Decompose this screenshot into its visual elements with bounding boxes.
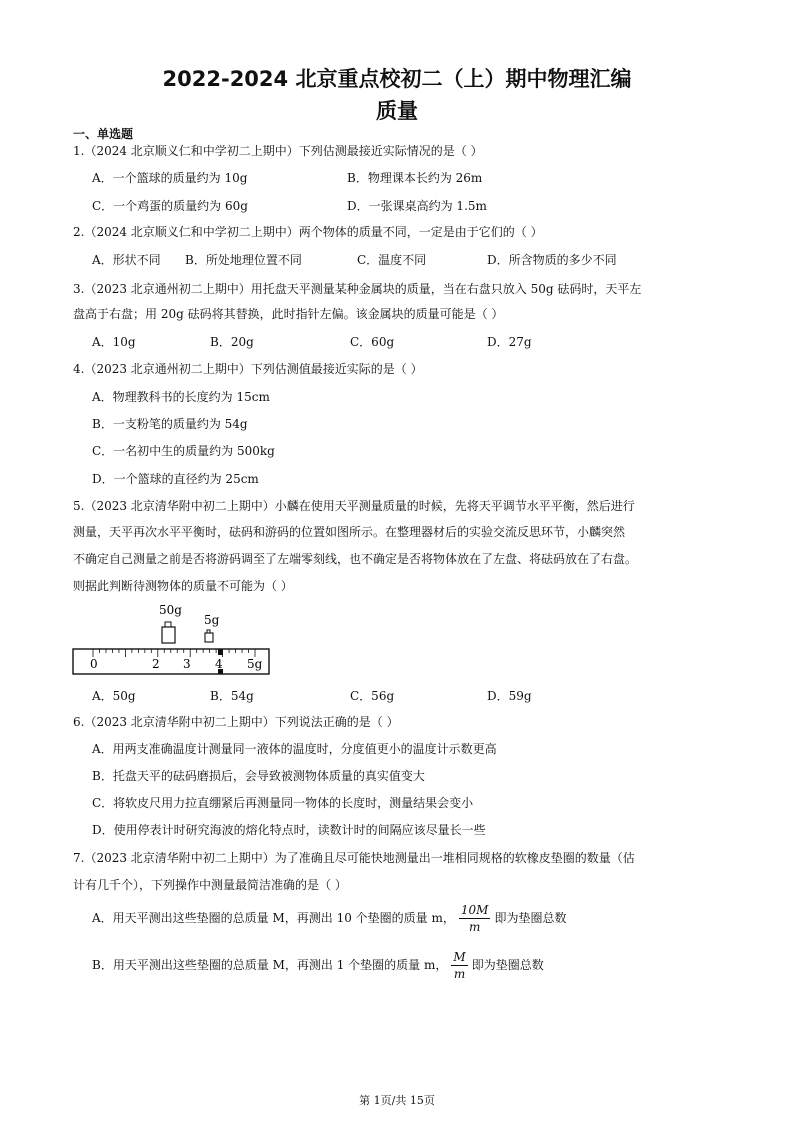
question-2-stem: 2.（2024 北京顺义仁和中学初二上期中）两个物体的质量不同，一定是由于它们的（ ） bbox=[73, 225, 543, 239]
q1-option-a: A．一个篮球的质量约为 10g bbox=[92, 171, 248, 185]
scale-label-5g: 5g bbox=[247, 657, 263, 671]
question-1-stem: 1.（2024 北京顺义仁和中学初二上期中）下列估测最接近实际情况的是（ ） bbox=[73, 144, 483, 158]
question-4-stem: 4.（2023 北京通州初二上期中）下列估测值最接近实际的是（ ） bbox=[73, 362, 423, 376]
q1-option-c: C．一个鸡蛋的质量约为 60g bbox=[92, 199, 248, 213]
q6-option-b: B．托盘天平的砝码磨损后，会导致被测物体质量的真实值变大 bbox=[92, 769, 425, 783]
question-5-stem-line-3: 不确定自己测量之前是否将游码调至了左端零刻线，也不确定是否将物体放在了左盘、将砝码放在了右盘。 bbox=[73, 552, 638, 566]
scale-label-4: 4 bbox=[215, 657, 223, 671]
question-5-stem-line-1: 5.（2023 北京清华附中初二上期中）小麟在使用天平测量质量的时候，先将天平调节水平平衡，然后进行 bbox=[73, 499, 635, 513]
q3-option-a: A．10g bbox=[92, 335, 136, 349]
q2-option-d: D．所含物质的多少不同 bbox=[487, 253, 617, 267]
q7-option-a bbox=[92, 902, 566, 935]
q4-option-b: B．一支粉笔的质量约为 54g bbox=[92, 417, 248, 431]
q5-option-c: C．56g bbox=[350, 689, 395, 703]
question-6-stem: 6.（2023 北京清华附中初二上期中）下列说法正确的是（ ） bbox=[73, 715, 399, 729]
q7-option-a-numerator: 10M bbox=[460, 903, 489, 917]
q6-option-a: A．用两支准确温度计测量同一液体的温度时，分度值更小的温度计示数更高 bbox=[92, 742, 497, 756]
balance-figure bbox=[72, 598, 272, 680]
page-title: 2022-2024 北京重点校初二（上）期中物理汇编 bbox=[162, 67, 632, 91]
q5-option-b: B．54g bbox=[210, 689, 254, 703]
q7-option-b-fraction bbox=[451, 949, 467, 982]
section-heading: 一、单选题 bbox=[73, 127, 134, 141]
q2-option-c: C．温度不同 bbox=[357, 253, 427, 267]
q7-option-a-fraction bbox=[459, 902, 491, 935]
q7-option-a-suffix: 即为垫圈总数 bbox=[494, 911, 567, 925]
question-5-stem-line-2: 测量，天平再次水平平衡时，砝码和游码的位置如图所示。在整理器材后的实验交流反思环节，小麟突然 bbox=[73, 525, 626, 539]
q7-option-a-denominator: m bbox=[468, 920, 481, 934]
q7-option-b bbox=[92, 949, 544, 982]
weight-5g-label: 5g bbox=[204, 613, 220, 627]
q7-option-b-denominator: m bbox=[453, 967, 466, 981]
q5-option-a: A．50g bbox=[92, 689, 136, 703]
q4-option-c: C．一名初中生的质量约为 500kg bbox=[92, 444, 275, 458]
weight-5g-icon bbox=[205, 633, 213, 642]
weight-50g-label: 50g bbox=[159, 603, 182, 617]
q4-option-a: A．物理教科书的长度约为 15cm bbox=[92, 390, 270, 404]
rider-top bbox=[218, 649, 223, 655]
q7-option-b-numerator: M bbox=[453, 950, 466, 964]
q4-option-d: D．一个篮球的直径约为 25cm bbox=[92, 472, 259, 486]
q7-option-b-text: B．用天平测出这些垫圈的总质量 M，再测出 1 个垫圈的质量 m， bbox=[92, 958, 448, 972]
q3-option-d: D．27g bbox=[487, 335, 532, 349]
weight-50g-knob bbox=[165, 622, 171, 627]
q2-option-b: B．所处地理位置不同 bbox=[185, 253, 302, 267]
q3-option-c: C．60g bbox=[350, 335, 395, 349]
q1-option-d: D．一张课桌高约为 1.5m bbox=[347, 199, 487, 213]
scale-ticks bbox=[93, 649, 255, 657]
q7-option-b-suffix: 即为垫圈总数 bbox=[471, 958, 544, 972]
question-3-stem-line-2: 盘高于右盘；用 20g 砝码将其替换，此时指针左偏。该金属块的质量可能是（ ） bbox=[73, 307, 504, 321]
scale-label-0: 0 bbox=[90, 657, 98, 671]
question-5-stem-line-4: 则据此判断待测物体的质量不可能为（ ） bbox=[73, 579, 293, 593]
page-footer: 第 1页/共 15页 bbox=[359, 1094, 435, 1107]
question-7-stem-line-1: 7.（2023 北京清华附中初二上期中）为了准确且尽可能快地测量出一堆相同规格的软橡皮垫圈的数量（估 bbox=[73, 851, 635, 865]
q3-option-b: B．20g bbox=[210, 335, 254, 349]
page-subtitle: 质量 bbox=[376, 99, 418, 123]
weight-50g-icon bbox=[162, 627, 175, 643]
scale-label-3: 3 bbox=[183, 657, 191, 671]
q1-option-b: B．物理课本长约为 26m bbox=[347, 171, 483, 185]
q6-option-c: C．将软皮尺用力拉直绷紧后再测量同一物体的长度时，测量结果会变小 bbox=[92, 796, 474, 810]
question-7-stem-line-2: 计有几千个），下列操作中测量最简洁准确的是（ ） bbox=[73, 878, 347, 892]
q6-option-d: D．使用停表计时研究海波的熔化特点时，读数计时的间隔应该尽量长一些 bbox=[92, 823, 486, 837]
question-3-stem-line-1: 3.（2023 北京通州初二上期中）用托盘天平测量某种金属块的质量，当在右盘只放入 50g 砝码时，天平左 bbox=[73, 282, 642, 296]
q5-option-d: D．59g bbox=[487, 689, 532, 703]
scale-label-2: 2 bbox=[152, 657, 160, 671]
q2-option-a: A．形状不同 bbox=[92, 253, 161, 267]
q7-option-a-text: A．用天平测出这些垫圈的总质量 M，再测出 10 个垫圈的质量 m， bbox=[92, 911, 455, 925]
